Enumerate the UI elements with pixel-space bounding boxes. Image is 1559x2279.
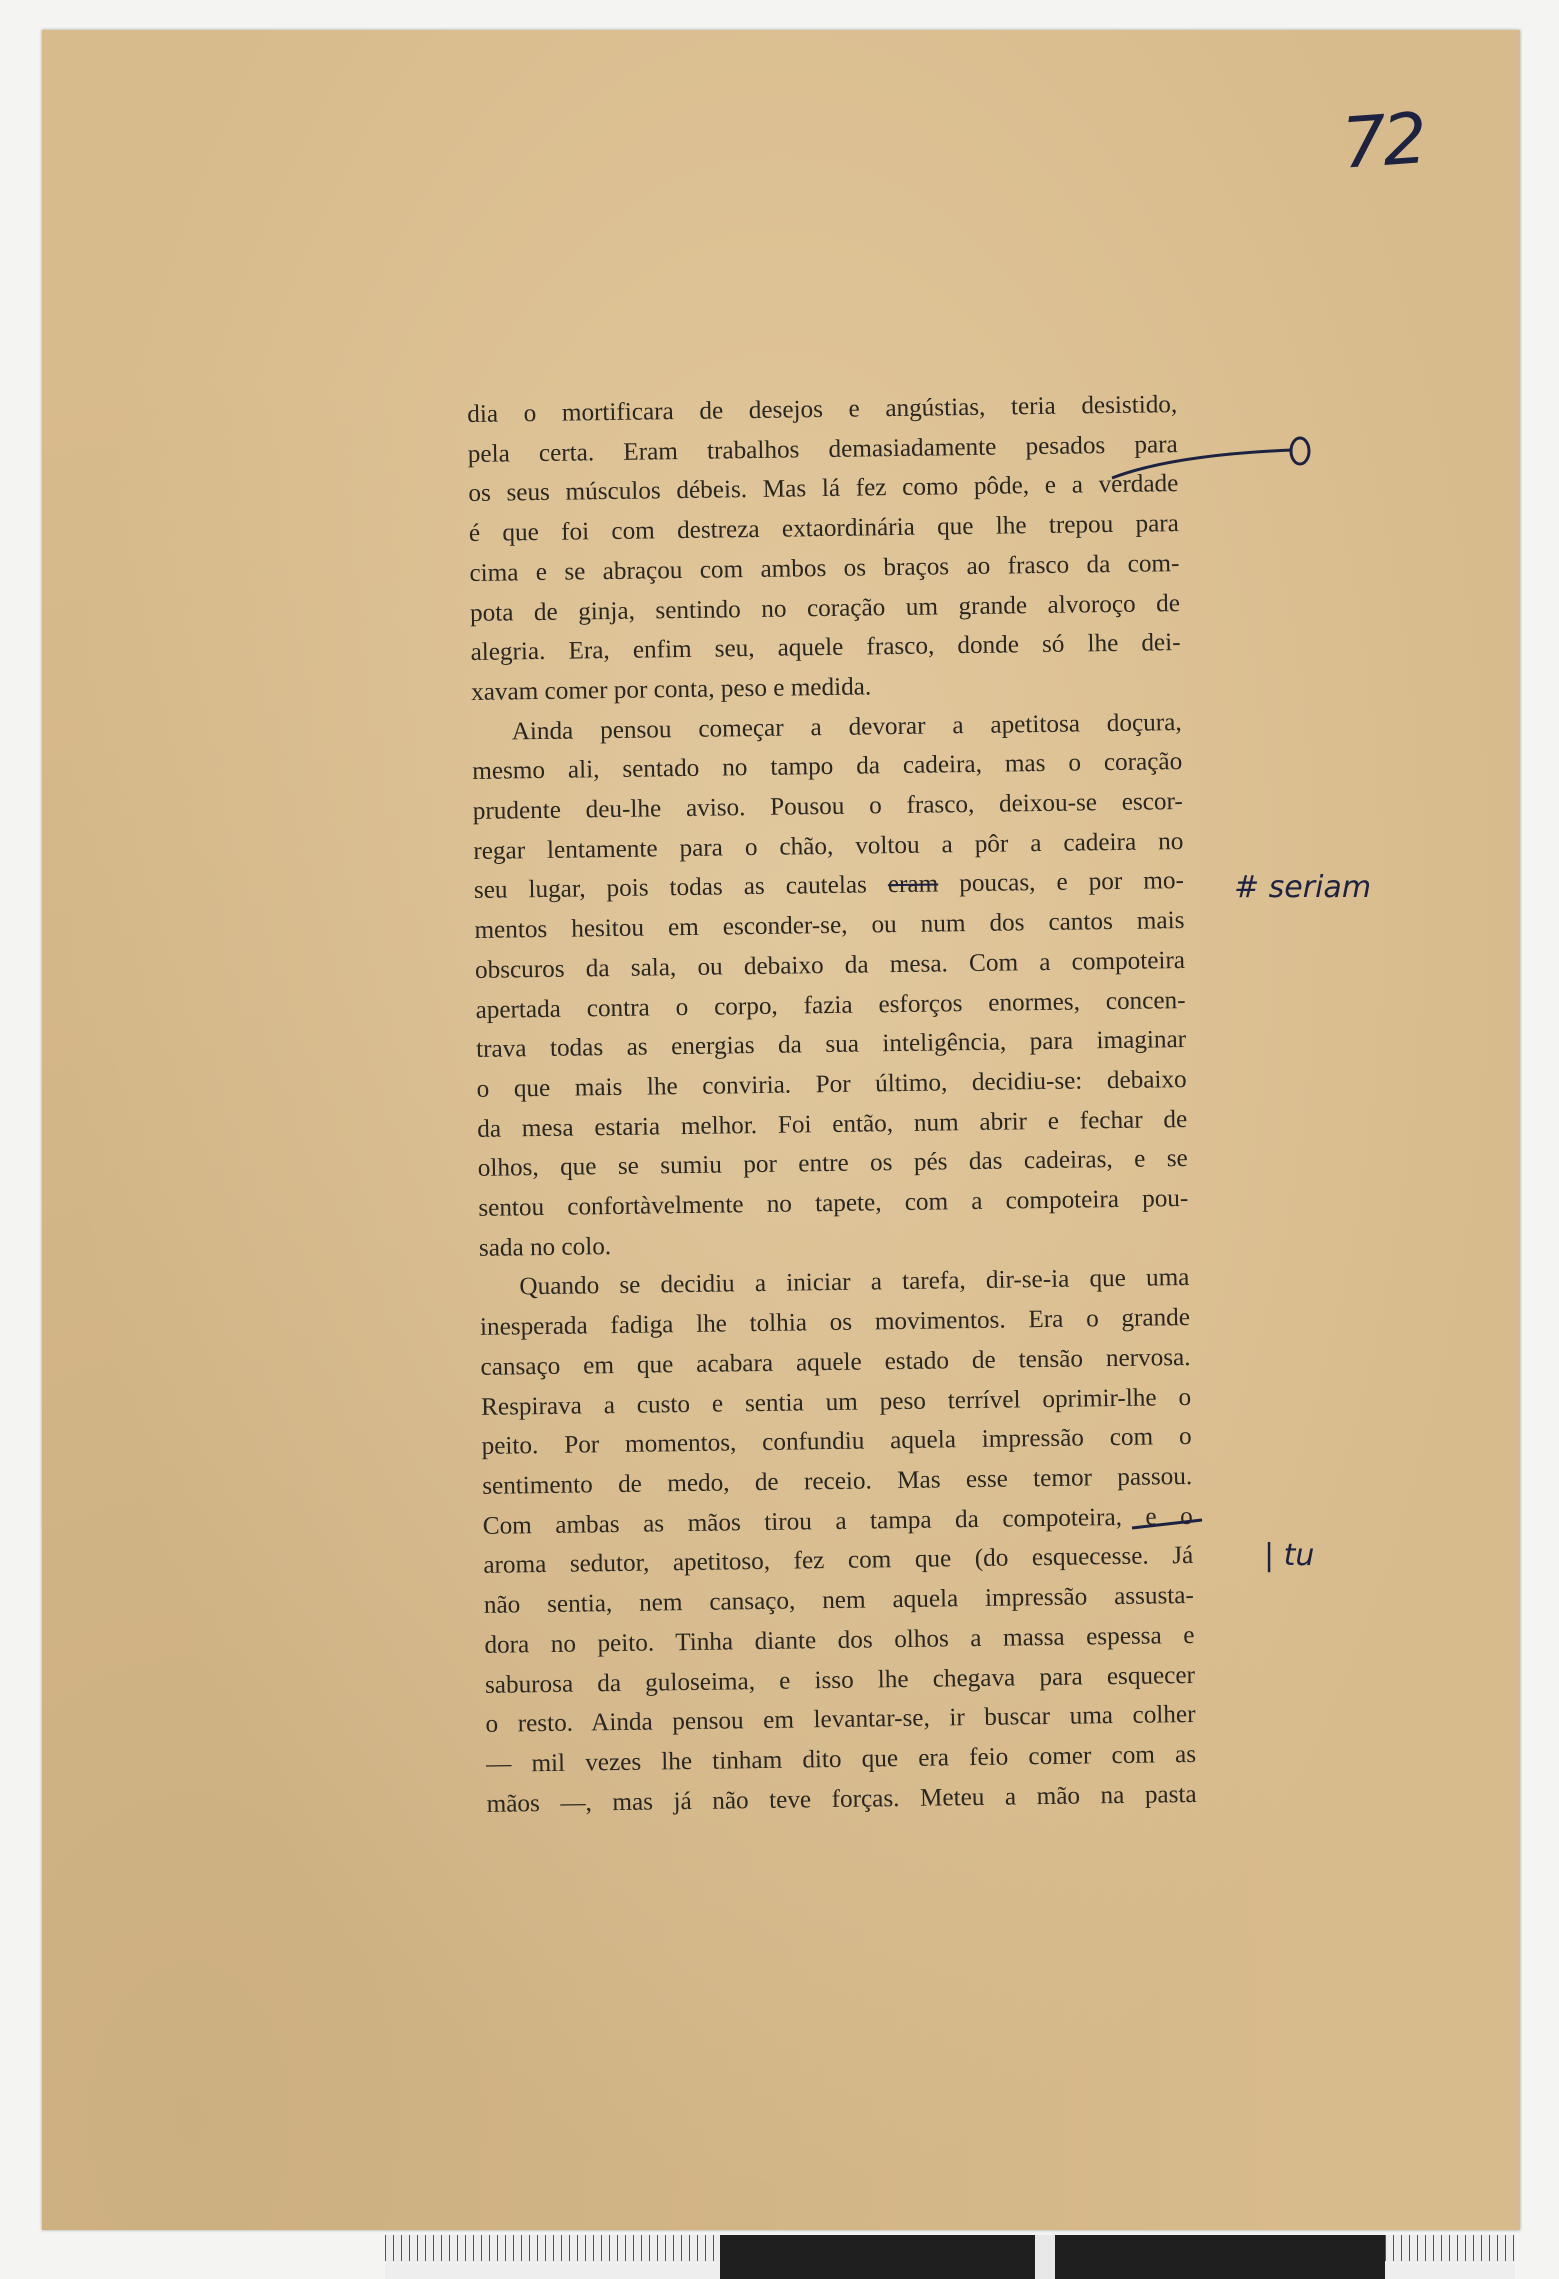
text-line: é que foi com destreza extaordinária que lhe trepou para	[468, 510, 1180, 548]
text-line: Ainda pensou começar a devorar a apetitosa doçura,	[511, 708, 1182, 746]
document-page	[42, 30, 1520, 2230]
text-line: peito. Por momentos, confundiu aquela impressão com o	[481, 1423, 1192, 1461]
scale-ruler	[1385, 2235, 1515, 2279]
text-line: da mesa estaria melhor. Foi então, num abrir e fechar de	[477, 1105, 1188, 1143]
text-line: sentou confortàvelmente no tapete, com a compoteira pou-	[478, 1185, 1189, 1222]
struck-word: eram	[887, 870, 939, 899]
text-line: mãos —, mas já não teve forças. Meteu a mão na pasta	[486, 1780, 1197, 1818]
body-text	[467, 385, 1197, 1824]
text-line: dora no peito. Tinha diante dos olhos a massa espessa e	[484, 1621, 1195, 1659]
text-line: dia o mortificara de desejos e angústias, teria desistido,	[467, 391, 1178, 428]
text-line: xavam comer por conta, peso e medida.	[470, 673, 872, 706]
text-line: mentos hesitou em esconder-se, ou num dos cantos mais	[474, 907, 1185, 945]
text-line: alegria. Era, enfim seu, aquele frasco, donde só lhe dei-	[470, 629, 1181, 667]
text-line: o resto. Ainda pensou em levantar-se, ir buscar uma colher	[485, 1701, 1196, 1739]
scale-black-segment	[720, 2235, 1035, 2279]
handwritten-page-number: 72	[1339, 97, 1426, 185]
insertion-mark-line	[1112, 430, 1312, 490]
text-line: não sentia, nem cansaço, nem aquela impressão assusta-	[483, 1582, 1195, 1619]
text-line: cima e se abraçou com ambos os braços ao frasco da com-	[469, 549, 1180, 587]
text-line: Com ambas as mãos tirou a tampa da compoteira, e o	[482, 1502, 1193, 1540]
text-line: pota de ginja, sentindo no coração um grande alvoroço de	[469, 589, 1181, 627]
scale-ruler	[385, 2235, 720, 2279]
text-fragment: seu lugar, pois todas as cautelas	[473, 871, 868, 905]
text-line: inesperada fadiga lhe tolhia os movimentos. Era o grande	[479, 1304, 1191, 1342]
text-line: mesmo ali, sentado no tampo da cadeira, mas o coração	[472, 748, 1183, 786]
text-line: sentimento de medo, de receio. Mas esse temor passou.	[482, 1462, 1193, 1500]
text-line: olhos, que se sumiu por entre os pés das cadeiras, e se	[477, 1145, 1188, 1183]
text-line: cansaço em que acabara aquele estado de tensão nervosa.	[480, 1343, 1191, 1381]
margin-note: | tu	[1264, 1538, 1315, 1573]
text-line: trava todas as energias da sua inteligência, para imaginar	[475, 1026, 1187, 1064]
text-line: regar lentamente para o chão, voltou a pôr a cadeira no	[473, 827, 1184, 865]
text-line: o que mais lhe conviria. Por último, decidiu-se: debaixo	[476, 1065, 1187, 1103]
insertion-mark-line-2	[1132, 1510, 1212, 1540]
text-fragment: poucas, e por mo-	[959, 867, 1185, 898]
color-scale-bar	[385, 2235, 1515, 2279]
margin-note: # seriam	[1234, 870, 1372, 905]
text-line: saburosa da guloseima, e isso lhe chegava para esquecer	[484, 1661, 1196, 1699]
text-line: apertada contra o corpo, fazia esforços enormes, concen-	[475, 986, 1186, 1024]
text-line: pela certa. Eram trabalhos demasiadamente pesados para	[467, 430, 1178, 468]
text-line: aroma sedutor, apetitoso, fez com que (do esquecesse. Já	[483, 1542, 1194, 1580]
text-line: Respirava a custo e sentia um peso terrível oprimir-lhe o	[480, 1383, 1192, 1421]
text-line: Quando se decidiu a iniciar a tarefa, dir-se-ia que uma	[519, 1264, 1190, 1301]
text-line: — mil vezes lhe tinham dito que era feio comer com as	[485, 1740, 1197, 1778]
text-line: prudente deu-lhe aviso. Pousou o frasco, deixou-se escor-	[472, 788, 1183, 825]
text-line: sada no colo.	[478, 1232, 612, 1262]
scale-gap	[1035, 2235, 1055, 2279]
text-line: os seus músculos débeis. Mas lá fez como pôde, e a verdade	[468, 470, 1179, 508]
text-line: obscuros da sala, ou debaixo da mesa. Com a compoteira	[474, 946, 1186, 984]
scale-black-segment	[1055, 2235, 1385, 2279]
